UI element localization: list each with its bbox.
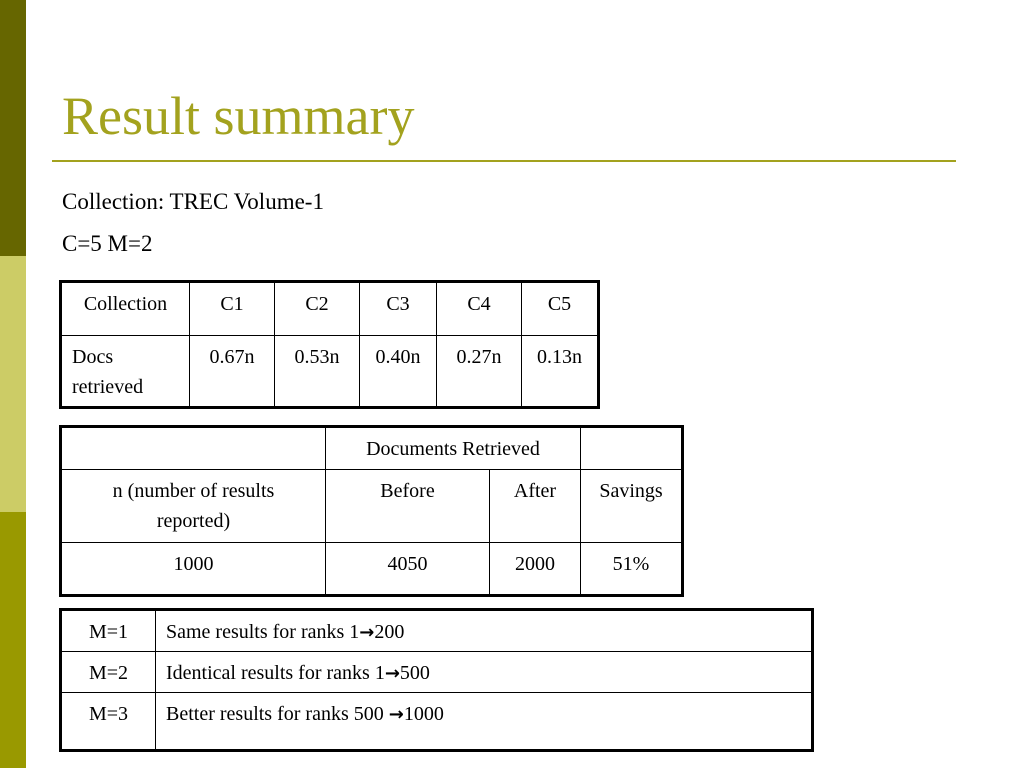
m-results-table (59, 608, 814, 752)
right-arrow-icon: → (359, 622, 375, 643)
m-value-cell: M=1 (61, 610, 156, 652)
table-header-cell: C3 (360, 282, 437, 336)
header-line: n (number of results (112, 480, 275, 502)
table-row (61, 336, 599, 408)
description-text: Same results for ranks 1 (166, 621, 360, 643)
collection-line: Collection: TREC Volume-1 (62, 189, 324, 214)
title-divider (52, 160, 956, 162)
table-header-cell: After (490, 470, 581, 543)
row-label-line: retrieved (72, 376, 144, 398)
table-header-cell: Collection (61, 282, 190, 336)
table-cell: 0.40n (360, 336, 437, 408)
right-arrow-icon: → (384, 663, 400, 684)
table-row (61, 610, 813, 652)
docs-retrieved-table (59, 280, 600, 409)
description-text: 200 (374, 621, 405, 643)
table-cell: 0.67n (190, 336, 275, 408)
row-label-line: Docs (72, 346, 114, 368)
table-cell: 4050 (326, 543, 490, 596)
sidebar-decoration (0, 0, 26, 768)
sidebar-segment-top (0, 0, 26, 256)
description-text: 1000 (403, 703, 444, 725)
table-cell: 0.27n (437, 336, 522, 408)
table-row (61, 470, 683, 543)
table-header-cell: Before (326, 470, 490, 543)
table-cell: 1000 (61, 543, 326, 596)
parameters-line: C=5 M=2 (62, 231, 153, 256)
table-header-cell (61, 470, 326, 543)
table-row (61, 282, 599, 336)
table-row (61, 543, 683, 596)
description-cell (156, 610, 813, 652)
table-header-cell: C2 (275, 282, 360, 336)
table-header-cell: C4 (437, 282, 522, 336)
slide-title: Result summary (62, 86, 415, 146)
table-row (61, 652, 813, 693)
table-row (61, 427, 683, 470)
description-text: 500 (399, 662, 430, 684)
table-header-cell: C1 (190, 282, 275, 336)
group-header-cell: Documents Retrieved (326, 427, 581, 470)
table-cell-empty (61, 427, 326, 470)
table-header-cell: Savings (581, 470, 683, 543)
m-value-cell: M=3 (61, 693, 156, 751)
m-value-cell: M=2 (61, 652, 156, 693)
description-cell (156, 693, 813, 751)
savings-table (59, 425, 684, 597)
table-cell: 51% (581, 543, 683, 596)
table-header-cell: C5 (522, 282, 599, 336)
sidebar-segment-bottom (0, 512, 26, 768)
description-cell (156, 652, 813, 693)
description-text: Better results for ranks 500 (166, 703, 389, 725)
table-cell: 0.53n (275, 336, 360, 408)
right-arrow-icon: → (388, 704, 404, 725)
table-cell: 0.13n (522, 336, 599, 408)
description-text: Identical results for ranks 1 (166, 662, 385, 684)
table-cell: 2000 (490, 543, 581, 596)
table-cell-empty (581, 427, 683, 470)
sidebar-segment-middle (0, 256, 26, 512)
table-row (61, 693, 813, 751)
row-label-cell (61, 336, 190, 408)
header-line: reported) (156, 510, 231, 532)
